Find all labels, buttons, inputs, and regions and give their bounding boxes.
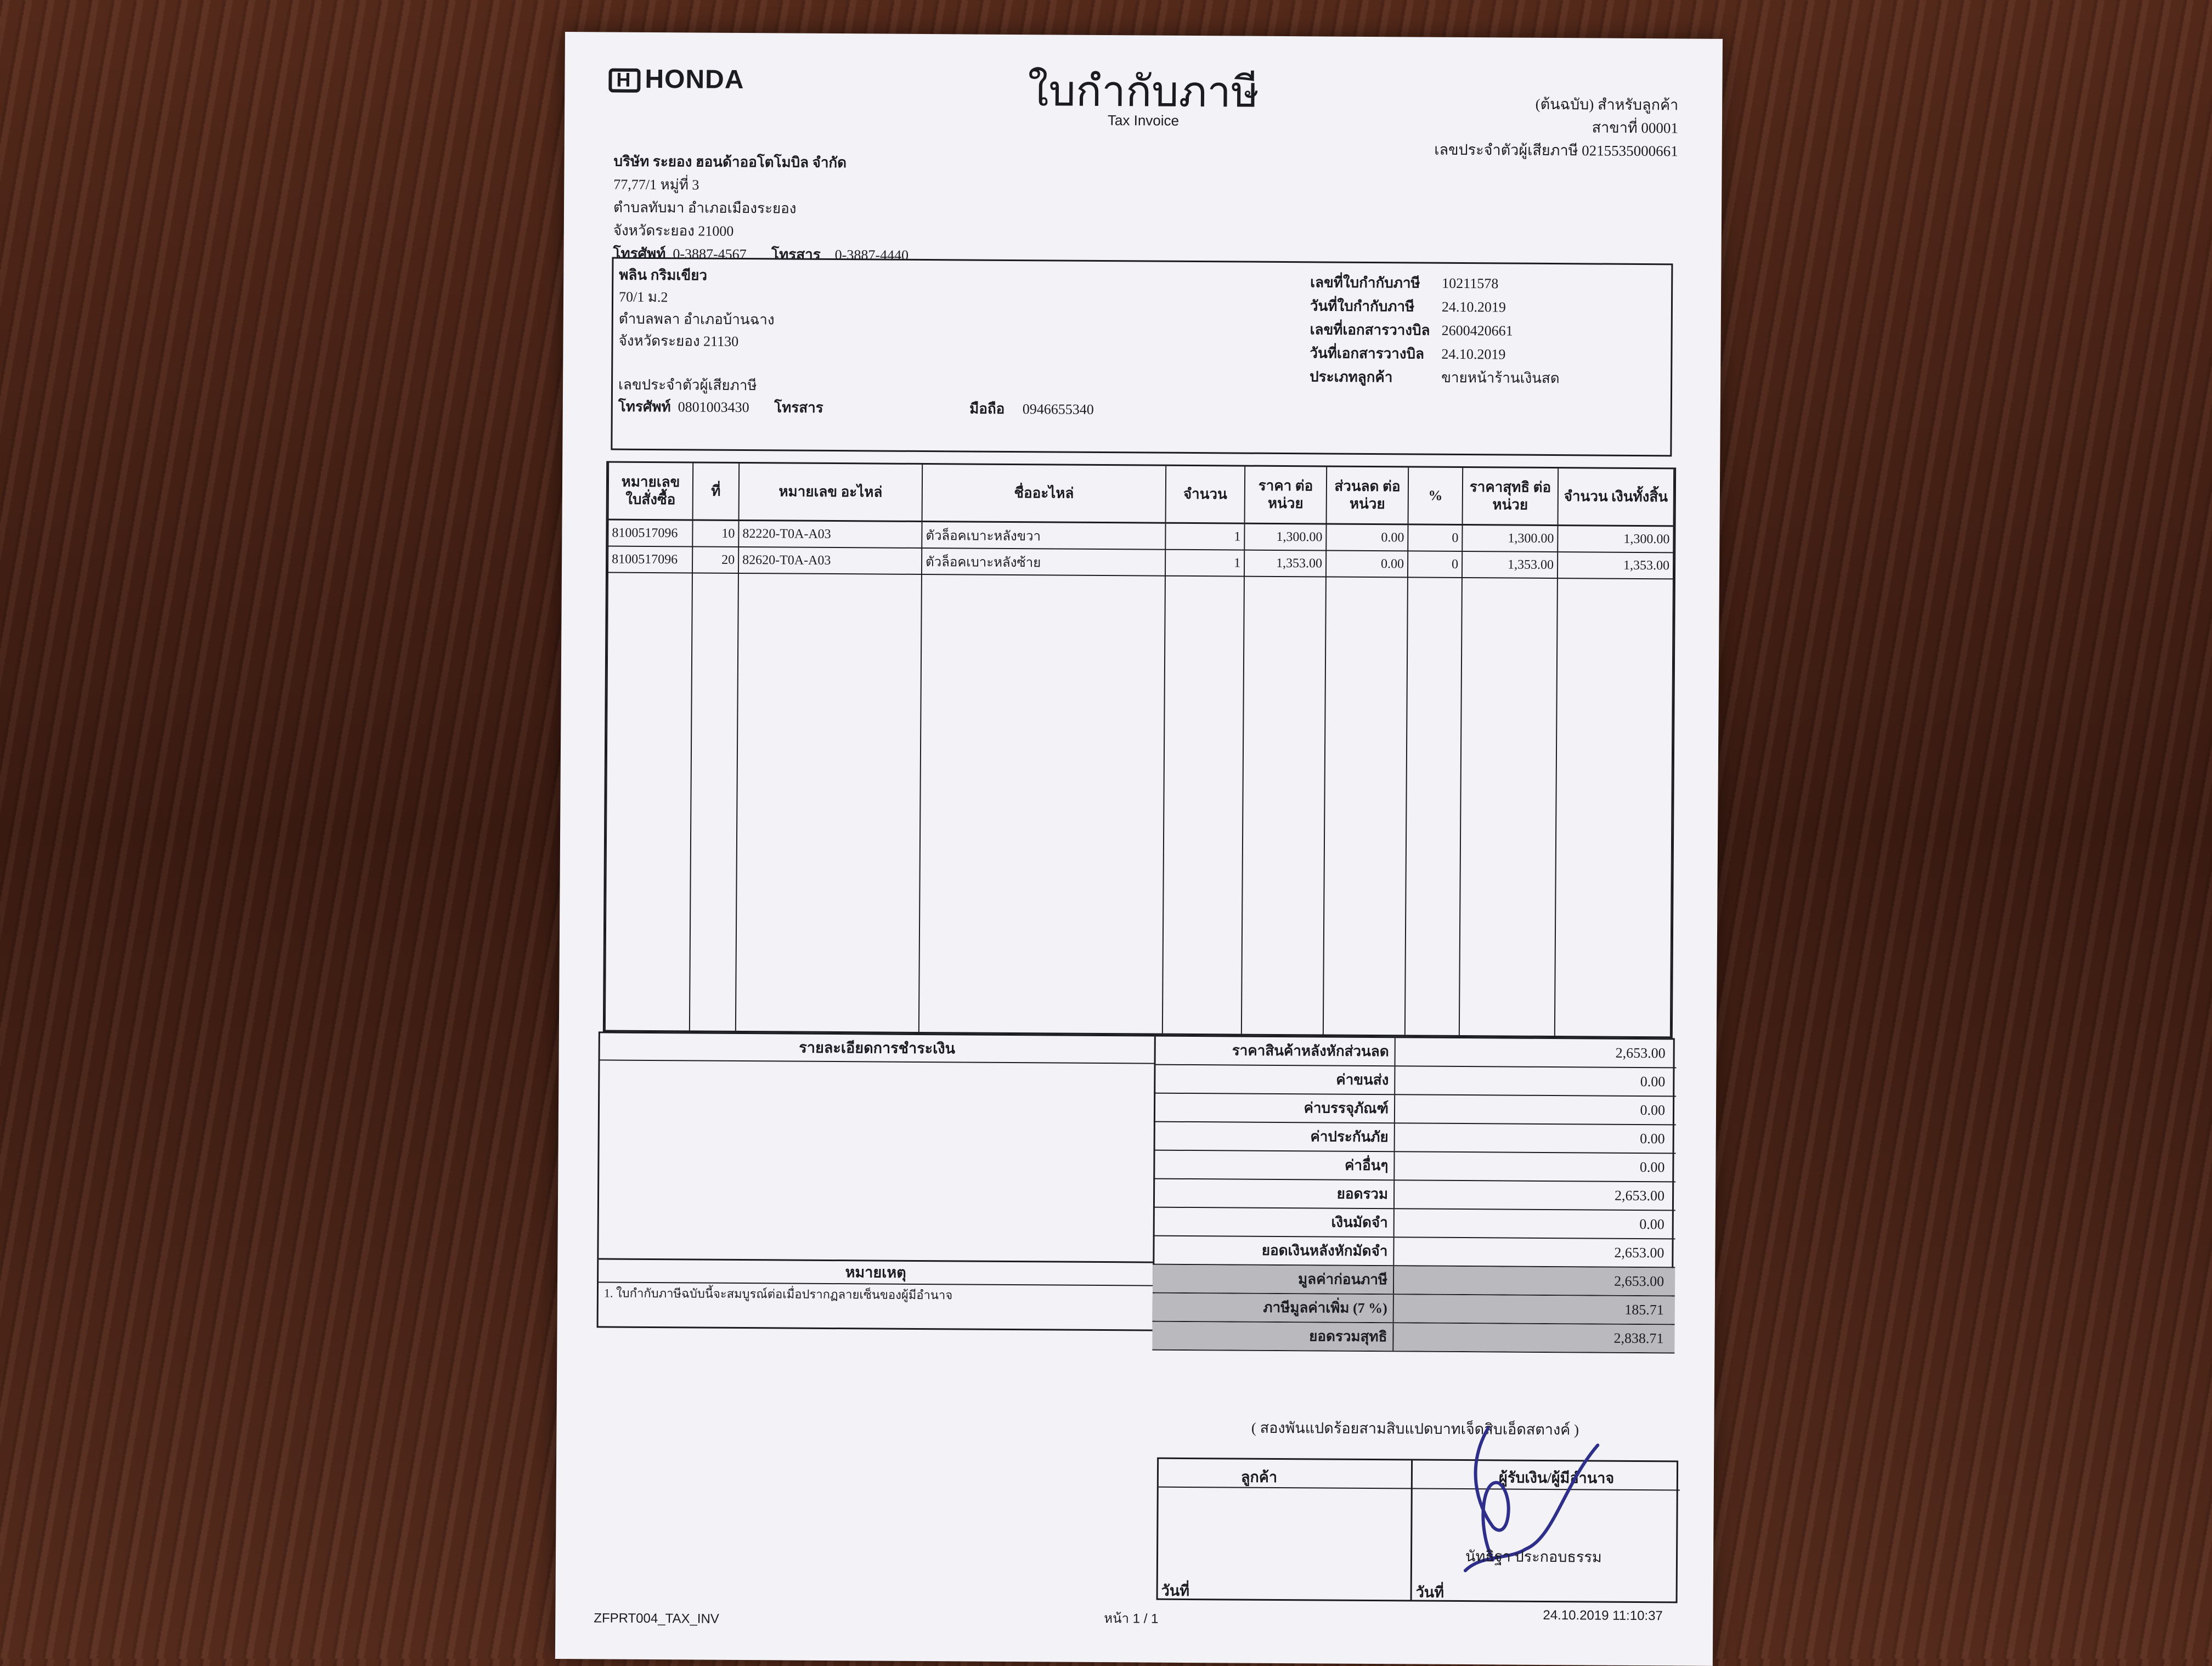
col-po-number: หมายเลข ใบสั่งซื้อ <box>608 462 693 519</box>
col-part-name: ชื่ออะไหล่ <box>922 465 1166 523</box>
customer-block <box>618 264 1095 421</box>
payment-summary-section <box>597 1031 1675 1438</box>
document-title: ใบกำกับภาษี <box>1028 67 1260 116</box>
customer-contact: โทรศัพท์ 0801003430 โทรสาร มือถือ 0946655340 <box>618 398 1094 417</box>
summary-row: เงินมัดจำ 0.00 <box>1153 1208 1675 1240</box>
cell-part-name: ตัวล็อคเบาะหลังซ้าย <box>922 548 1165 576</box>
summary-row: ยอดเงินหลังหักมัดจำ 2,653.00 <box>1153 1236 1675 1268</box>
notes-heading: หมายเหตุ <box>599 1258 1153 1286</box>
summary-row: ยอดรวม 2,653.00 <box>1153 1179 1675 1211</box>
cell-po-number: 8100517096 <box>608 546 692 573</box>
seller-contact: โทรศัพท์ 0-3887-4567 โทรสาร 0-3887-4440 <box>613 245 909 263</box>
cell-unit-price: 1,353.00 <box>1244 550 1326 577</box>
customer-name: พลิน กริมเขียว <box>619 267 708 284</box>
items-table <box>603 461 1676 1038</box>
cell-unit-price: 1,300.00 <box>1244 523 1326 550</box>
cell-line-no: 20 <box>692 546 738 573</box>
invoice-info: เลขที่ใบกำกับภาษี 10211578 วันที่ใบกำกับภาษี 24.10.2019 เลขที่เอกสารวางบิล 2600420661 วันที่เอกสารวางบิล 24.10.2019 ประเภทลูกค้า ขายหน้าร้านเงินสด <box>1310 274 1560 387</box>
form-code: ZFPRT004_TAX_INV <box>594 1611 719 1627</box>
cell-percent: 0 <box>1408 524 1462 551</box>
summary-row-vat: ภาษีมูลค่าเพิ่ม (7 %) 185.71 <box>1153 1294 1675 1325</box>
cell-net-unit-price: 1,300.00 <box>1462 525 1558 552</box>
col-unit-discount: ส่วนลด ต่อหน่วย <box>1327 467 1409 524</box>
copy-type: (ต้นฉบับ) สำหรับลูกค้า <box>1535 95 1679 114</box>
cell-line-no: 10 <box>692 520 738 547</box>
summary-row: ค่าขนส่ง 0.00 <box>1154 1065 1676 1097</box>
page-number: หน้า 1 / 1 <box>1104 1611 1159 1627</box>
bill-number: 2600420661 <box>1441 322 1513 339</box>
signer-name: นัทธิฐา ประกอบธรรม <box>1465 1548 1602 1566</box>
summary-row-grand-total: ยอดรวมสุทธิ 2,838.71 <box>1152 1322 1674 1354</box>
signature-box <box>1156 1458 1679 1603</box>
summary-row: ค่าอื่นๆ 0.00 <box>1153 1151 1675 1183</box>
document-subtitle: Tax Invoice <box>1107 112 1180 129</box>
branch-no: สาขาที่ 00001 <box>1592 119 1679 137</box>
col-part-number: หมายเลข อะไหล่ <box>739 464 923 522</box>
invoice-number: 10211578 <box>1442 275 1499 292</box>
cell-part-number: 82220-T0A-A03 <box>738 520 922 548</box>
customer-tax-id-label: เลขประจำตัวผู้เสียภาษี <box>618 376 757 394</box>
seller-address-2: ตำบลทับมา อำเภอเมืองระยอง <box>613 199 797 217</box>
note-line-1: 1. ใบกำกับภาษีฉบับนี้จะสมบูรณ์ต่อเมื่อปรากฏลายเซ็นของผู้มีอำนาจ <box>603 1286 953 1302</box>
seller-block <box>613 150 909 267</box>
cell-total-amount: 1,300.00 <box>1558 526 1673 553</box>
col-percent: % <box>1408 467 1463 524</box>
table-empty-space <box>605 572 1673 1036</box>
seller-address-3: จังหวัดระยอง 21000 <box>613 222 734 239</box>
cell-total-amount: 1,353.00 <box>1558 552 1673 579</box>
summary-row-pretax: มูลค่าก่อนภาษี 2,653.00 <box>1153 1265 1675 1297</box>
summary-row: ราคาสินค้าหลังหักส่วนลด 2,653.00 <box>1154 1037 1677 1069</box>
cell-quantity: 1 <box>1165 523 1244 550</box>
cell-unit-discount: 0.00 <box>1326 550 1408 577</box>
col-unit-price: ราคา ต่อหน่วย <box>1245 467 1327 524</box>
customer-signature-label: ลูกค้า <box>1240 1469 1278 1486</box>
cell-po-number: 8100517096 <box>608 519 692 546</box>
col-total-amount: จำนวน เงินทั้งสิ้น <box>1558 468 1674 526</box>
receiver-date-label: วันที่ <box>1415 1584 1444 1601</box>
summary-table <box>1152 1037 1676 1354</box>
receiver-signature-label: ผู้รับเงิน/ผู้มีอำนาจ <box>1498 1469 1615 1487</box>
bill-date: 24.10.2019 <box>1441 346 1506 363</box>
seller-tax-id: เลขประจำตัวผู้เสียภาษี 0215535000661 <box>1434 141 1678 160</box>
print-timestamp: 24.10.2019 11:10:37 <box>1543 1607 1663 1624</box>
copy-info <box>1434 92 1678 163</box>
col-quantity: จำนวน <box>1166 466 1245 523</box>
customer-box <box>611 257 1673 457</box>
seller-name: บริษัท ระยอง ฮอนด้าออโตโมบิล จำกัด <box>613 153 847 171</box>
customer-address-2: ตำบลพลา อำเภอบ้านฉาง <box>618 310 775 328</box>
cell-part-name: ตัวล็อคเบาะหลังขวา <box>922 521 1165 549</box>
summary-row: ค่าประกันภัย 0.00 <box>1154 1122 1676 1154</box>
customer-date-label: วันที่ <box>1161 1582 1190 1600</box>
cell-unit-discount: 0.00 <box>1326 524 1408 551</box>
invoice-date: 24.10.2019 <box>1441 298 1506 315</box>
tax-invoice-paper <box>555 32 1723 1666</box>
customer-address-3: จังหวัดระยอง 21130 <box>618 332 739 349</box>
amount-in-words: ( สองพันแปดร้อยสามสิบแปดบาทเจ็ดสิบเอ็ดสตางค์ ) <box>1251 1419 1579 1438</box>
honda-logo: HHONDA <box>608 64 744 95</box>
customer-type: ขายหน้าร้านเงินสด <box>1441 369 1560 387</box>
cell-part-number: 82620-T0A-A03 <box>738 547 922 574</box>
cell-net-unit-price: 1,353.00 <box>1462 551 1558 578</box>
customer-address-1: 70/1 ม.2 <box>618 289 668 306</box>
payment-details-heading: รายละเอียดการชำระเงิน <box>600 1033 1154 1064</box>
cell-quantity: 1 <box>1165 550 1244 577</box>
cell-percent: 0 <box>1408 551 1462 578</box>
col-net-unit-price: ราคาสุทธิ ต่อหน่วย <box>1463 468 1559 526</box>
table-header-row <box>608 462 1674 526</box>
summary-row: ค่าบรรจุภัณฑ์ 0.00 <box>1154 1094 1676 1126</box>
col-line-no: ที่ <box>693 463 740 520</box>
seller-address-1: 77,77/1 หมู่ที่ 3 <box>613 176 699 193</box>
